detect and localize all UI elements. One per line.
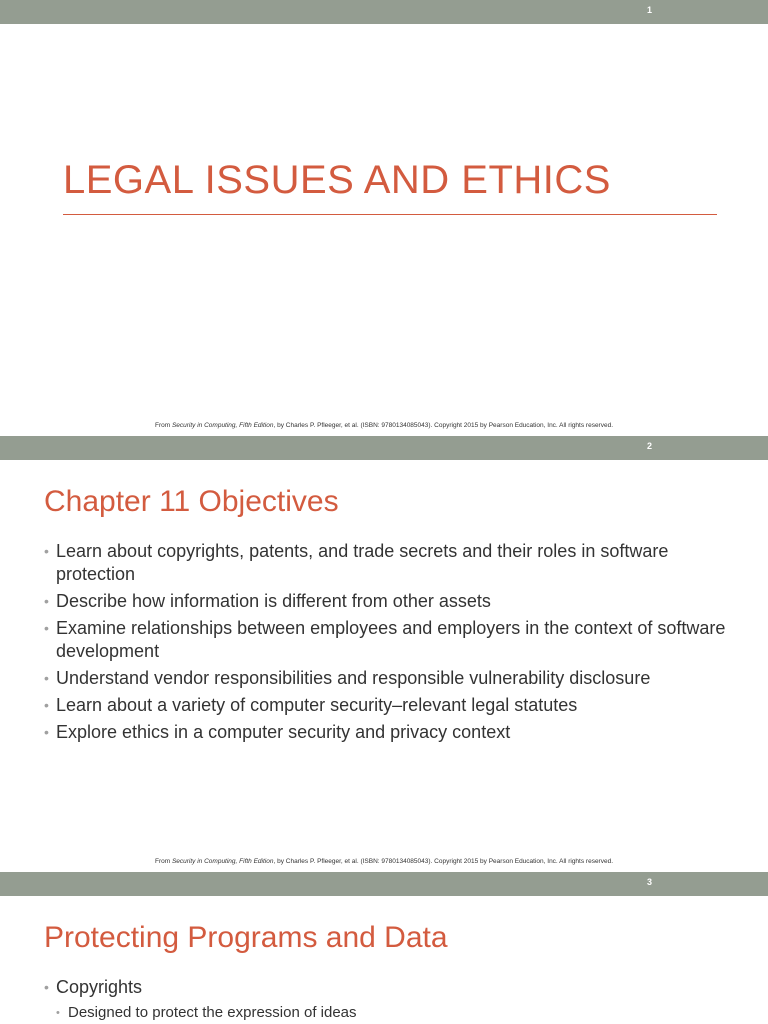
slide-header-bar [0,436,768,460]
list-item [44,721,734,744]
copyright-footer [0,858,768,865]
bullet-text: Examine relationships between employees and employers in the context of software development [56,618,726,661]
bullet-icon: • [44,620,49,636]
slide-number: 3 [646,877,652,887]
bullet-icon: • [44,724,49,740]
list-item [44,667,734,690]
sub-list-item [56,1003,734,1023]
footer-suffix: , by Charles P. Pfleeger, et al. (ISBN: 9780134085043). Copyright 2015 by Pearson Education, Inc. All rights reserved. [273,422,614,429]
sub-list [56,1003,734,1023]
bullet-icon: • [44,697,49,713]
bullet-icon: • [44,593,49,609]
footer-prefix: From [154,858,172,865]
slide-3 [0,872,768,1024]
slide-number: 1 [646,5,652,15]
bullet-text: Explore ethics in a computer security and privacy context [56,722,511,742]
slide-title: LEGAL ISSUES AND ETHICS [63,158,611,202]
slide-heading: Protecting Programs and Data [44,921,448,954]
footer-book-title: Security in Computing, Fifth Edition [171,422,274,429]
bullet-icon: • [56,1007,60,1019]
bullet-icon: • [44,979,49,995]
title-underline [63,214,717,215]
slide-number: 2 [646,441,652,451]
bullet-icon: • [44,670,49,686]
slide-header-bar [0,0,768,24]
bullet-icon: • [44,543,49,559]
bullet-text: Copyrights [56,977,143,997]
footer-prefix: From [154,422,172,429]
footer-suffix: , by Charles P. Pfleeger, et al. (ISBN: 9780134085043). Copyright 2015 by Pearson Education, Inc. All rights reserved. [273,858,614,865]
list-item [44,617,734,663]
bullet-text: Learn about copyrights, patents, and trade secrets and their roles in software protection [56,541,669,584]
topics-list [44,976,734,1024]
list-item [44,590,734,613]
bullet-text: Describe how information is different from other assets [56,591,491,611]
sub-bullet-text: Designed to protect the expression of ideas [68,1004,357,1021]
objectives-list [44,540,734,748]
list-item [44,540,734,586]
bullet-text: Understand vendor responsibilities and responsible vulnerability disclosure [56,668,651,688]
slide-heading: Chapter 11 Objectives [44,485,339,518]
footer-book-title: Security in Computing, Fifth Edition [171,858,274,865]
bullet-text: Learn about a variety of computer security–relevant legal statutes [56,695,578,715]
slide-1 [0,0,768,436]
list-item [44,976,734,1023]
copyright-footer [0,422,768,429]
slide-2 [0,436,768,872]
slide-header-bar [0,872,768,896]
list-item [44,694,734,717]
